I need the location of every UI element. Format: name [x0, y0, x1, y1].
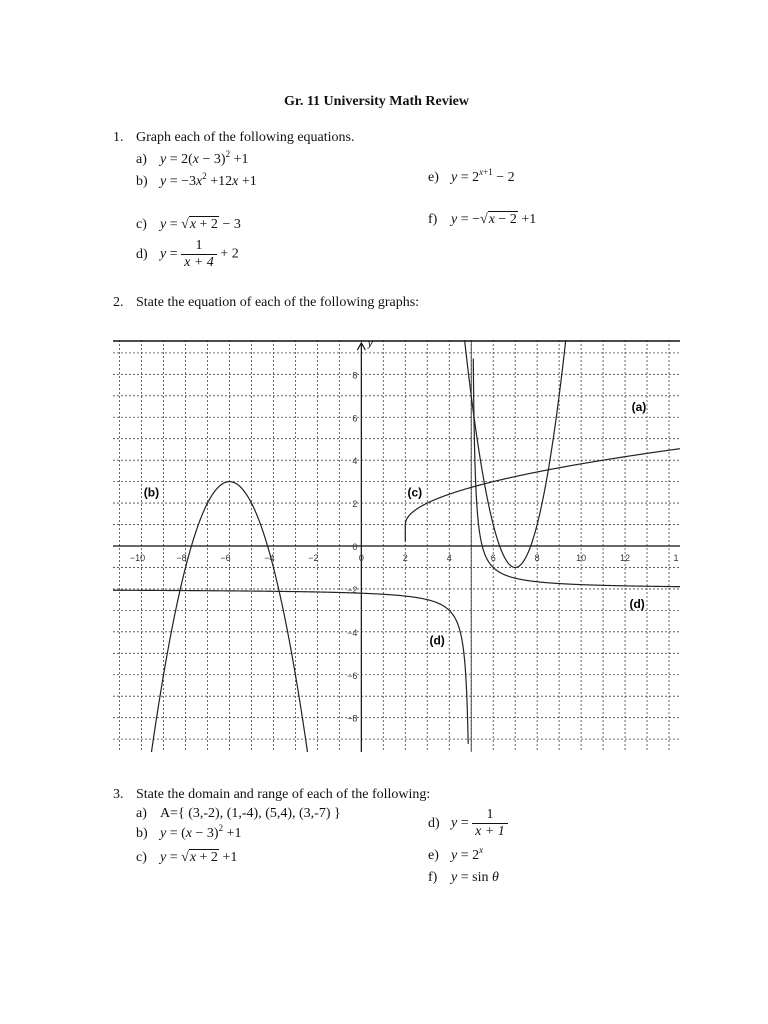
- q3-c-equation: y = √x + 2 +1: [160, 850, 238, 865]
- function-graph: [113, 340, 680, 752]
- q1-d-equation: y = $\frac{1}{x + 4}$ + 2: [160, 238, 239, 270]
- q1-number: 1.: [113, 130, 124, 145]
- y-tick-label: −6: [347, 670, 358, 681]
- y-axis-label: y: [367, 340, 373, 350]
- y-tick-label: 2: [352, 499, 358, 510]
- q3-e-label: e): [428, 848, 439, 863]
- y-tick-label: 6: [352, 413, 358, 424]
- q1-prompt: Graph each of the following equations.: [136, 130, 355, 145]
- tick-labels: [130, 370, 679, 723]
- q3-b-equation: $y = (x - 3)^2 +1$: [160, 823, 242, 841]
- q1-d-denominator: x + 4: [184, 255, 214, 270]
- q1-d-tail: + 2: [220, 246, 239, 262]
- q3-b-label: b): [136, 826, 148, 841]
- q3-f-label: f): [428, 870, 438, 885]
- q3-d-equation: y = $\frac{1}{x + 1}$: [451, 807, 508, 840]
- label-b: (b): [143, 485, 160, 500]
- x-tick-label: 1: [673, 553, 679, 563]
- x-tick-label: −10: [129, 553, 146, 563]
- x-tick-label: −2: [308, 553, 319, 563]
- q3-a-label: a): [136, 806, 147, 821]
- q1-d-label: d): [136, 247, 148, 262]
- x-tick-label: 12: [620, 553, 631, 563]
- q3-a-set: A={ (3,-2), (1,-4), (5,4), (3,-7) }: [160, 806, 341, 821]
- x-tick-label: 2: [402, 553, 408, 563]
- q2-prompt: State the equation of each of the following graphs:: [136, 295, 420, 310]
- q1-e-equation: $y = 2^{x+1} - 2$: [451, 167, 515, 185]
- q1-a-equation: $y = 2(x - 3)^2 +1$: [160, 149, 249, 167]
- q1-b-equation: $y = -3x^2 +12x +1$: [160, 171, 257, 189]
- y-tick-label: 8: [352, 370, 358, 381]
- x-tick-label: 0: [358, 553, 364, 563]
- axes: [113, 341, 680, 752]
- q3-d-fraction: [472, 807, 508, 840]
- q1-a-label: a): [136, 152, 147, 167]
- x-tick-label: −8: [176, 553, 187, 563]
- q1-c-equation: y = √x + 2 − 3: [160, 217, 241, 232]
- x-tick-label: −4: [264, 553, 275, 563]
- q2-number: 2.: [113, 295, 124, 310]
- q1-f-equation: y = −√x − 2 +1: [451, 212, 537, 227]
- q3-d-denominator: x + 1: [475, 824, 505, 839]
- y-tick-label: 0: [352, 542, 358, 552]
- page-title: Gr. 11 University Math Review: [284, 94, 469, 109]
- x-tick-label: 10: [576, 553, 587, 563]
- x-tick-label: 8: [534, 553, 540, 563]
- x-tick-label: −6: [220, 553, 231, 563]
- label-c: (c): [407, 485, 423, 500]
- q1-d-fraction: [181, 238, 217, 271]
- x-tick-label: 4: [446, 553, 452, 563]
- q1-f-label: f): [428, 212, 438, 227]
- y-tick-label: −8: [347, 713, 358, 724]
- q3-e-equation: $y = 2^x$: [451, 845, 484, 863]
- label-a: (a): [631, 399, 647, 414]
- y-tick-label: 4: [352, 456, 358, 467]
- curve-d-left: [113, 590, 468, 744]
- q3-d-label: d): [428, 816, 440, 831]
- label-d-center: (d): [429, 633, 445, 648]
- q3-c-label: c): [136, 850, 147, 865]
- q3-prompt: State the domain and range of each of the following:: [136, 787, 431, 802]
- q1-b-label: b): [136, 174, 148, 189]
- label-d-right: (d): [629, 597, 645, 612]
- x-tick-label: 6: [490, 553, 496, 563]
- q3-number: 3.: [113, 787, 124, 802]
- q1-c-label: c): [136, 217, 147, 232]
- y-tick-label: −2: [347, 584, 358, 595]
- q1-e-label: e): [428, 170, 439, 185]
- y-tick-label: −4: [347, 627, 358, 638]
- q3-d-numerator: 1: [472, 807, 508, 824]
- q3-f-equation: y = sin θ: [451, 870, 499, 885]
- q1-d-numerator: 1: [181, 238, 217, 255]
